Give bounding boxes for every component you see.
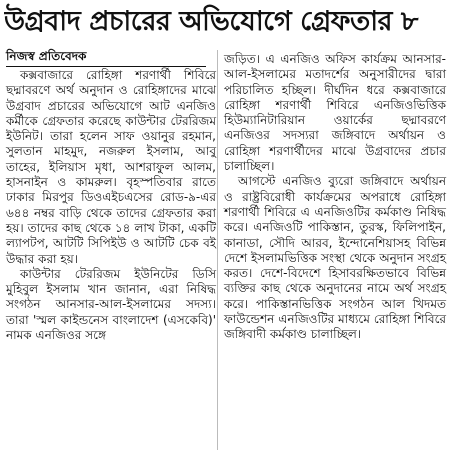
headline: উগ্রবাদ প্রচারের অভিযোগে গ্রেফতার ৮ — [4, 6, 418, 37]
byline-rule — [6, 66, 206, 67]
byline: নিজস্ব প্রতিবেদক — [6, 49, 87, 63]
article-paragraph: আগস্টে এনজিও ব্যুরো জঙ্গিবাদে অর্থায়ন ও রাষ্ট্রবিরোধী কার্যক্রমের অপরাধে রোহিঙ্গা শরণার্থী শিবিরে এ এনজিওটির কর্মকাণ্ড নিষিদ্ধ করে। এনজিওটি পাকিস্তান, তুরস্ক, ফিলিপাইন, কানাডা, সৌদি আরব, ইন্দোনেশিয়াসহ বিভিন্ন দেশে ইসলামভিত্তিক সংস্থা থেকে অনুদান সংগ্রহ করত। দেশে-বিদেশে হিসাবরক্ষিতভাবে বিভিন্ন ব্যক্তির কাছ থেকে অনুদানের নামে অর্থ সংগ্রহ করে। পাকিস্তানভিত্তিক সংগঠন আল খিদমত ফাউন্ডেশন এনজিওটির মাধ্যমে রোহিঙ্গা শিবিরে জঙ্গিবাদী কর্মকাণ্ড চালাচ্ছিল। — [224, 174, 446, 342]
article-column-right — [224, 52, 446, 343]
article-paragraph: কক্সবাজারে রোহিঙ্গা শরণার্থী শিবিরে ছদ্মাবরণে অর্থ অনুদান ও রোহিঙ্গাদের মাঝে উগ্রবাদ প্রচারের অভিযোগে আট এনজিও কর্মীকে গ্রেফতার করেছে কাউন্টার টেররিজম ইউনিট। তারা হলেন সাফ ওয়ানুর রহমান, সুলতান মাহমুদ, নজরুল ইসলাম, আবু তাহের, ইলিয়াস মৃধা, আশরাফুল আলম, হাসনাইন ও কামরুল। বৃহস্পতিবার রাতে ঢাকার মিরপুর ডিওএইচএসের রোড-৯-এর ৬৪৪ নম্বর বাড়ি থেকে তাদের গ্রেফতার করা হয়। তাদের কাছ থেকে ১৪ লাখ টাকা, একটি ল্যাপটপ, আটটি সিপিইউ ও আটটি চেক বই উদ্ধার করা হয়। — [6, 68, 216, 266]
column-divider — [217, 50, 218, 450]
article-column-left — [6, 68, 216, 343]
article-paragraph: কাউন্টার টেররিজম ইউনিটের ডিসি মুহিবুল ইসলাম খান জানান, এরা নিষিদ্ধ সংগঠন আনসার-আল-ইসলামের সদস্য। তারা 'স্মল কাইন্ডনেস বাংলাদেশ (এসকেবি)' নামক এনজিওর সঙ্গে — [6, 266, 216, 343]
article-paragraph: জড়িত। এ এনজিও অফিস কার্যক্রম আনসার-আল-ইসলামের মতাদর্শের অনুসারীদের দ্বারা পরিচালিত হচ্ছিল। দীর্ঘদিন ধরে কক্সবাজারে রোহিঙ্গা শরণার্থী শিবিরে এনজিওভিত্তিক হিউম্যানিটারিয়ান ওয়ার্কের ছদ্মাবরণে এনজিওর সদস্যরা জঙ্গিবাদে অর্থায়ন ও রোহিঙ্গা শরণার্থীদের মাঝে উগ্রবাদের প্রচার চালাচ্ছিল। — [224, 52, 446, 174]
